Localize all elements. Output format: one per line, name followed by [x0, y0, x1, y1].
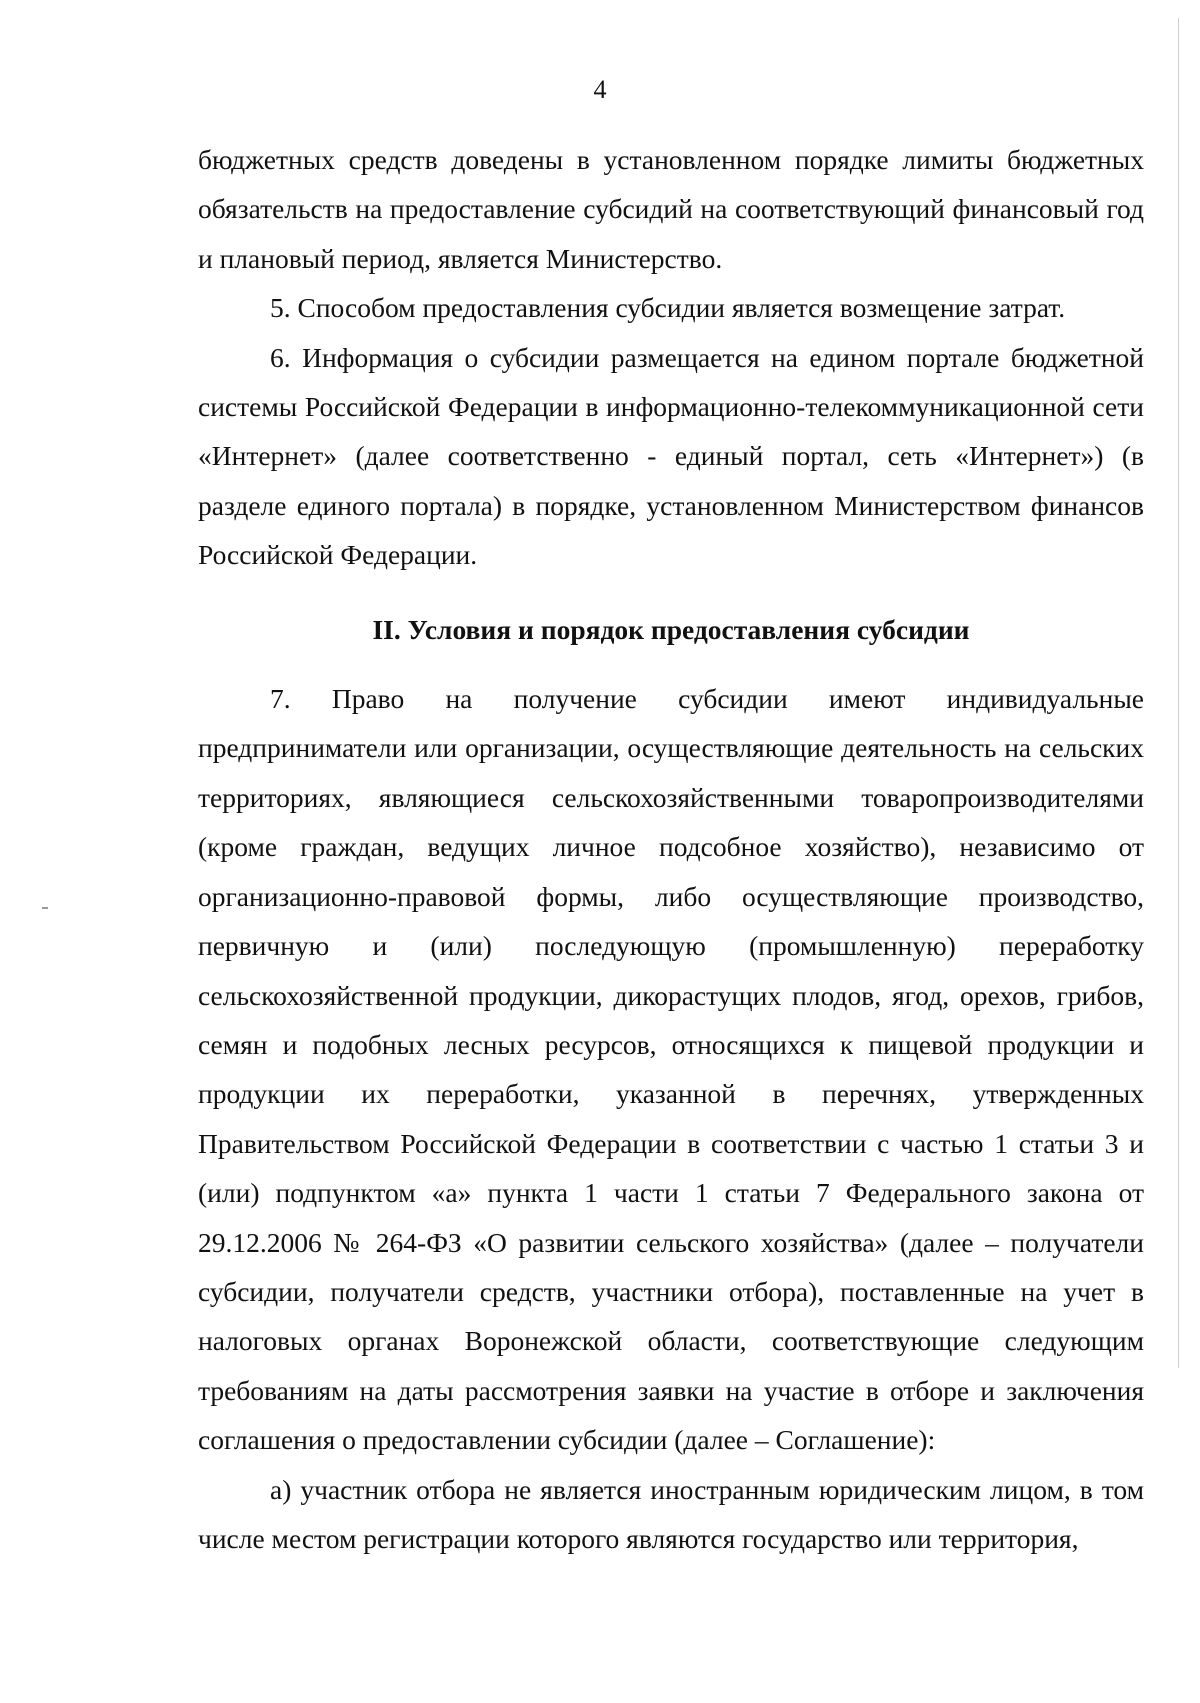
scan-speck [42, 907, 48, 909]
paragraph-item-7: 7. Право на получение субсидии имеют индивидуальные предприниматели или организации, осуществляющие деятельность на сельских территориях, являющиеся сельскохозяйственными товаропроизводителями (кроме граждан, ведущих личное подсобное хозяйство), независимо от организационно-правовой формы, либо осуществляющие производство, первичную и (или) последующую (промышленную) переработку сельскохозяйственной продукции, дикорастущих плодов, ягод, орехов, грибов, семян и подобных лесных ресурсов, относящихся к пищевой продукции и продукции их переработки, указанной в перечнях, утвержденных Правительством Российской Федерации в соответствии с частью 1 статьи 3 и (или) подпунктом «а» пункта 1 части 1 статьи 7 Федерального закона от 29.12.2006 № 264-ФЗ «О развитии сельского хозяйства» (далее – получатели субсидии, получатели средств, участники отбора), поставленные на учет в налоговых органах Воронежской области, соответствующие следующим требованиям на даты рассмотрения заявки на участие в отборе и заключения соглашения о предоставлении субсидии (далее – Соглашение): [198, 683, 1144, 1456]
section-heading: II. Условия и порядок предоставления субсидии [372, 613, 970, 645]
document-body [198, 135, 1144, 1563]
paragraph-item-6: 6. Информация о субсидии размещается на едином портале бюджетной системы Российской Федерации в информационно-телекоммуникационной сети «Интернет» (далее соответственно - единый портал, сеть «Интернет») (в разделе единого портала) в порядке, установленном Министерством финансов Российской Федерации. [198, 341, 1144, 571]
paragraph-continuation: бюджетных средств доведены в установленном порядке лимиты бюджетных обязательств на предоставление субсидий на соответствующий финансовый год и плановый период, является Министерство. [198, 144, 1144, 274]
scan-edge-line [1178, 18, 1179, 1368]
paragraph-item-7a: а) участник отбора не является иностранным юридическим лицом, в том числе местом регистрации которого являются государство или территория, [198, 1473, 1144, 1554]
paragraph-item-5: 5. Способом предоставления субсидии является возмещение затрат. [270, 292, 1066, 324]
page-number: 4 [593, 75, 607, 104]
